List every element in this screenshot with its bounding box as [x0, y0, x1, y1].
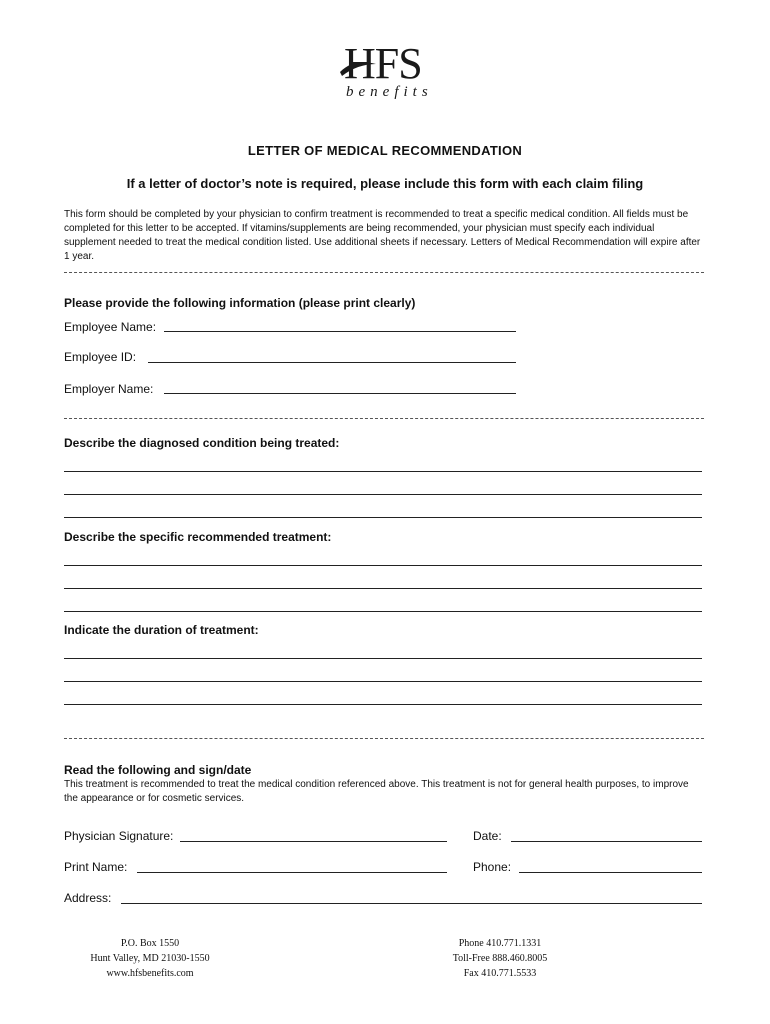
section-divider — [64, 738, 704, 739]
physician-signature-field[interactable] — [180, 841, 447, 842]
condition-section-heading: Describe the diagnosed condition being treated: — [64, 436, 340, 450]
footer-phone-block — [420, 936, 580, 981]
info-section-heading: Please provide the following information (please print clearly) — [64, 296, 416, 310]
intro-paragraph: This form should be completed by your physician to confirm treatment is recommended to treat a specific medical condition. All fields must be completed for this letter to be accepted. If vitamins/supplements are being recommended, your physician must specify each individual supplement needed to treat the medical condition listed. Use additional sheets if necessary. Letters of Medical Recommendation will expire after 1 year. — [64, 209, 701, 262]
sign-section-heading: Read the following and sign/date — [64, 763, 252, 777]
physician-signature-label: Physician Signature: — [64, 829, 174, 843]
footer-address-block — [70, 936, 230, 981]
treatment-line-1[interactable] — [64, 565, 702, 566]
page-title: LETTER OF MEDICAL RECOMMENDATION — [247, 143, 523, 158]
sign-section-text: This treatment is recommended to treat the medical condition referenced above. This treatment is not for general health purposes, to improve the appearance or for cosmetic services. — [64, 779, 689, 804]
footer-website: www.hfsbenefits.com — [106, 968, 194, 979]
duration-line-1[interactable] — [64, 658, 702, 659]
footer-fax-line: Fax 410.771.5533 — [463, 968, 537, 979]
footer-address-line: Hunt Valley, MD 21030-1550 — [90, 953, 210, 964]
print-name-field[interactable] — [137, 872, 447, 873]
employee-id-label: Employee ID: — [64, 350, 137, 364]
condition-line-1[interactable] — [64, 471, 702, 472]
footer-address-line: P.O. Box 1550 — [120, 938, 180, 949]
condition-line-2[interactable] — [64, 494, 702, 495]
condition-line-3[interactable] — [64, 517, 702, 518]
footer-tollfree-line: Toll-Free 888.460.8005 — [452, 953, 548, 964]
page-subtitle: If a letter of doctor’s note is required, please include this form with each claim filing — [126, 176, 644, 191]
section-divider — [64, 418, 704, 419]
duration-section-heading: Indicate the duration of treatment: — [64, 623, 259, 637]
duration-line-2[interactable] — [64, 681, 702, 682]
print-name-label: Print Name: — [64, 860, 128, 874]
section-divider — [64, 272, 704, 273]
address-field[interactable] — [121, 903, 702, 904]
employee-id-field[interactable] — [148, 362, 516, 363]
phone-label: Phone: — [473, 860, 512, 874]
footer-phone-line: Phone 410.771.1331 — [458, 938, 542, 949]
employee-name-field[interactable] — [164, 331, 516, 332]
duration-line-3[interactable] — [64, 704, 702, 705]
logo-brand-text: HFS — [344, 39, 422, 88]
logo-sub-text: benefits — [346, 84, 433, 100]
date-field[interactable] — [511, 841, 702, 842]
address-label: Address: — [64, 891, 112, 905]
employee-name-label: Employee Name: — [64, 320, 157, 334]
phone-field[interactable] — [519, 872, 702, 873]
treatment-line-2[interactable] — [64, 588, 702, 589]
employer-name-label: Employer Name: — [64, 382, 154, 396]
date-label: Date: — [473, 829, 502, 843]
treatment-section-heading: Describe the specific recommended treatment: — [64, 530, 332, 544]
treatment-line-3[interactable] — [64, 611, 702, 612]
hfs-benefits-logo — [338, 40, 448, 104]
employer-name-field[interactable] — [164, 393, 516, 394]
